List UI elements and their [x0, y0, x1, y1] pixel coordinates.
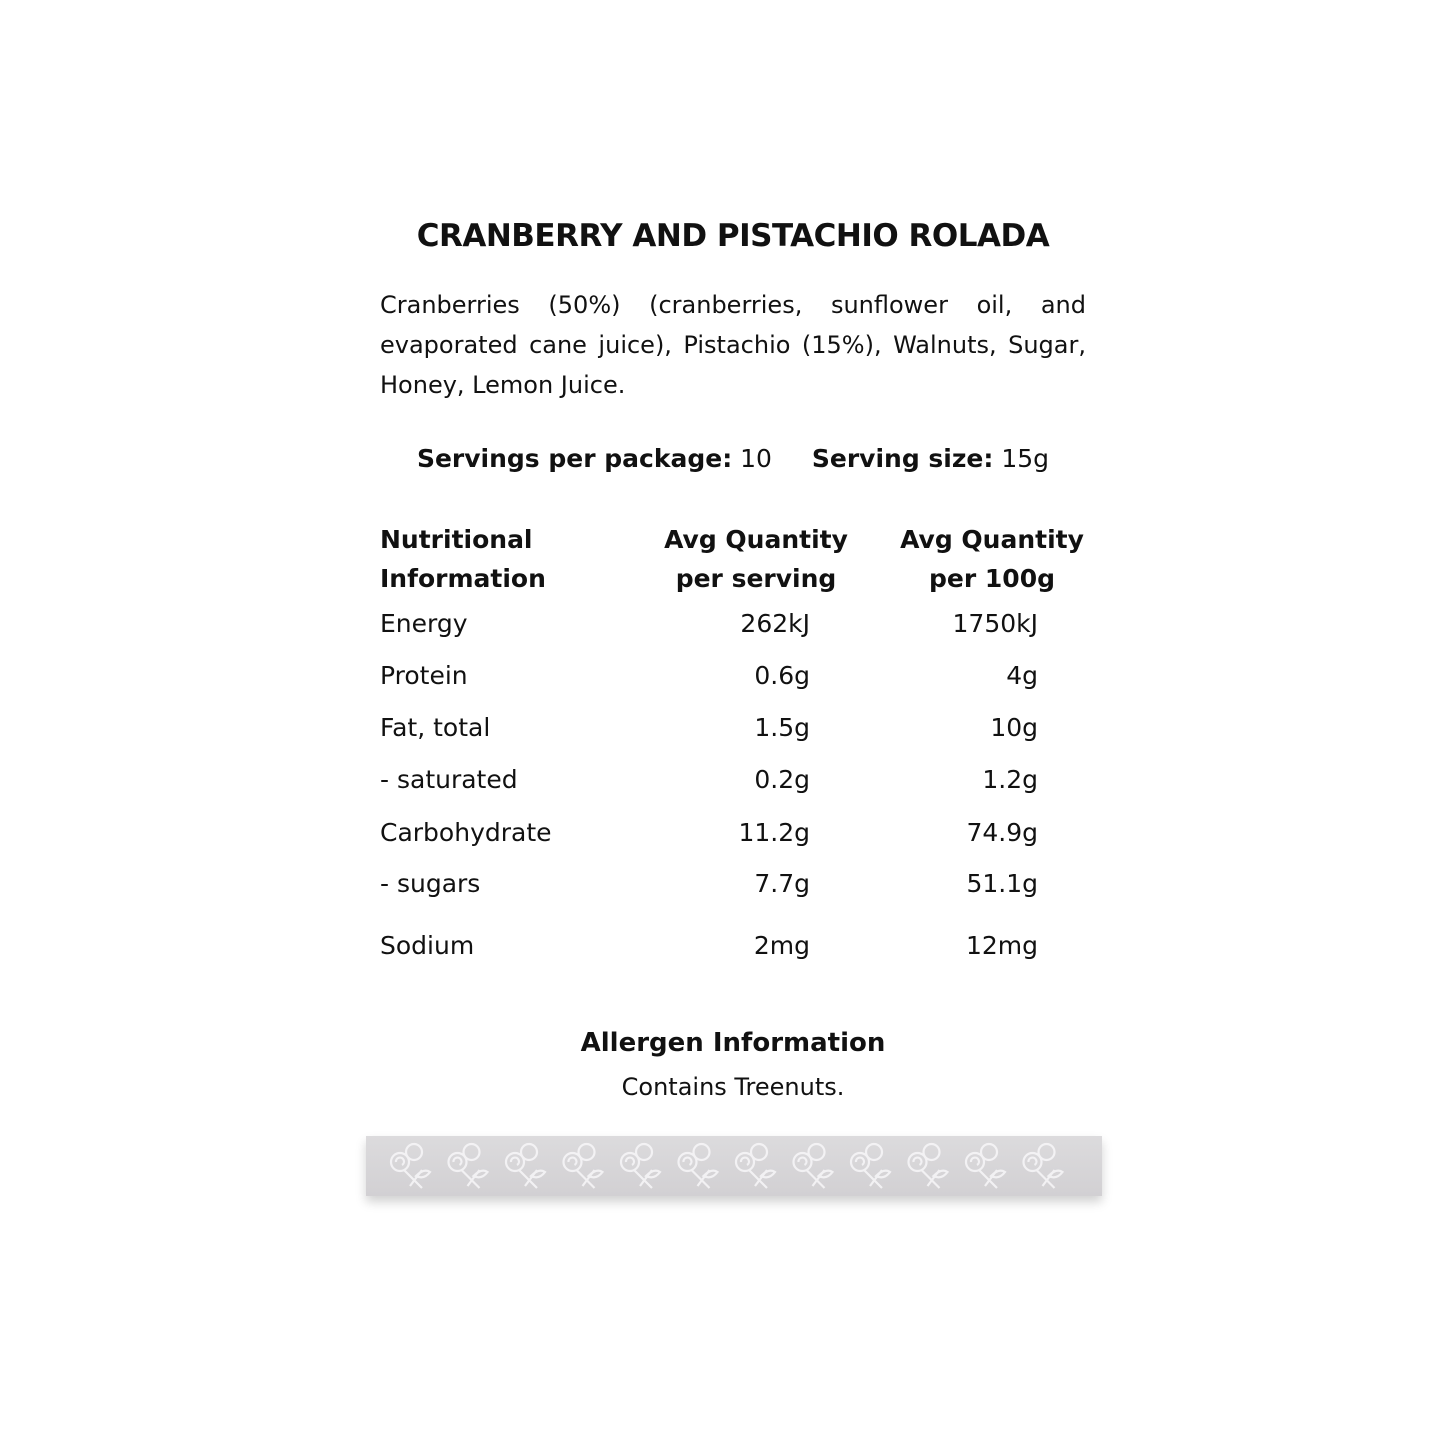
table-row: [380, 760, 1086, 800]
rose-icon: [679, 1144, 718, 1188]
nutrient-name: Carbohydrate: [380, 818, 552, 847]
per-100g-value: 1750kJ: [952, 609, 1038, 638]
product-title: CRANBERRY AND PISTACHIO ROLADA: [416, 218, 1050, 254]
nutrient-name: Energy: [380, 609, 468, 638]
per-serving-value: 7.7g: [754, 869, 810, 898]
decorative-rose-band: [366, 1136, 1102, 1196]
rose-icon: [794, 1144, 833, 1188]
table-row: [380, 864, 1086, 904]
rose-icon: [564, 1144, 603, 1188]
rose-icon: [966, 1144, 1005, 1188]
ingredients-text: Cranberries (50%) (cranberries, sunflower oil, and evaporated cane juice), Pistachio (15%), Walnuts, Sugar, Honey, Lemon Juice.: [380, 291, 1086, 399]
table-row: [380, 604, 1086, 644]
servings-per-package-value: 10: [740, 444, 772, 473]
header-per-serving: Avg Quantity per serving: [664, 525, 848, 593]
per-100g-value: 4g: [1006, 661, 1038, 690]
per-serving-value: 0.2g: [754, 765, 810, 794]
serving-size-value: 15g: [1001, 444, 1050, 473]
nutrient-name: Sodium: [380, 931, 475, 960]
nutrient-name: - sugars: [380, 869, 481, 898]
rose-icon: [736, 1144, 775, 1188]
rose-icon: [851, 1144, 890, 1188]
table-row: [380, 656, 1086, 696]
rose-icon: [391, 1144, 430, 1188]
table-row: [380, 813, 1086, 853]
servings-per-package-label: Servings per package:: [416, 444, 733, 473]
nutrition-table: [380, 520, 1086, 960]
allergen-heading: Allergen Information: [580, 1028, 886, 1058]
per-100g-value: 51.1g: [966, 869, 1038, 898]
rose-icon: [909, 1144, 948, 1188]
serving-size-label: Serving size:: [811, 444, 994, 473]
nutrition-header: [380, 520, 1086, 606]
rose-icon: [506, 1144, 545, 1188]
rose-icon: [1024, 1144, 1063, 1188]
per-100g-value: 1.2g: [982, 765, 1038, 794]
per-serving-value: 1.5g: [754, 713, 810, 742]
per-serving-value: 0.6g: [754, 661, 810, 690]
allergen-section: [380, 1024, 1086, 1106]
per-100g-value: 74.9g: [966, 818, 1038, 847]
nutrient-name: Fat, total: [380, 713, 491, 742]
rose-icon: [449, 1144, 488, 1188]
allergen-text: Contains Treenuts.: [621, 1073, 845, 1101]
per-100g-value: 10g: [990, 713, 1038, 742]
per-100g-value: 12mg: [965, 931, 1038, 960]
header-per-100g: Avg Quantity per 100g: [900, 525, 1084, 593]
rose-icon: [621, 1144, 660, 1188]
nutrient-name: Protein: [380, 661, 468, 690]
table-row: [380, 926, 1086, 966]
rose-pattern-icon: [366, 1136, 1102, 1196]
per-serving-value: 2mg: [753, 931, 810, 960]
table-row: [380, 708, 1086, 748]
servings-line: [380, 444, 1086, 473]
per-serving-value: 11.2g: [738, 818, 810, 847]
header-nutritional-information: Nutritional Information: [380, 525, 546, 593]
nutrient-name: - saturated: [380, 765, 518, 794]
per-serving-value: 262kJ: [740, 609, 810, 638]
